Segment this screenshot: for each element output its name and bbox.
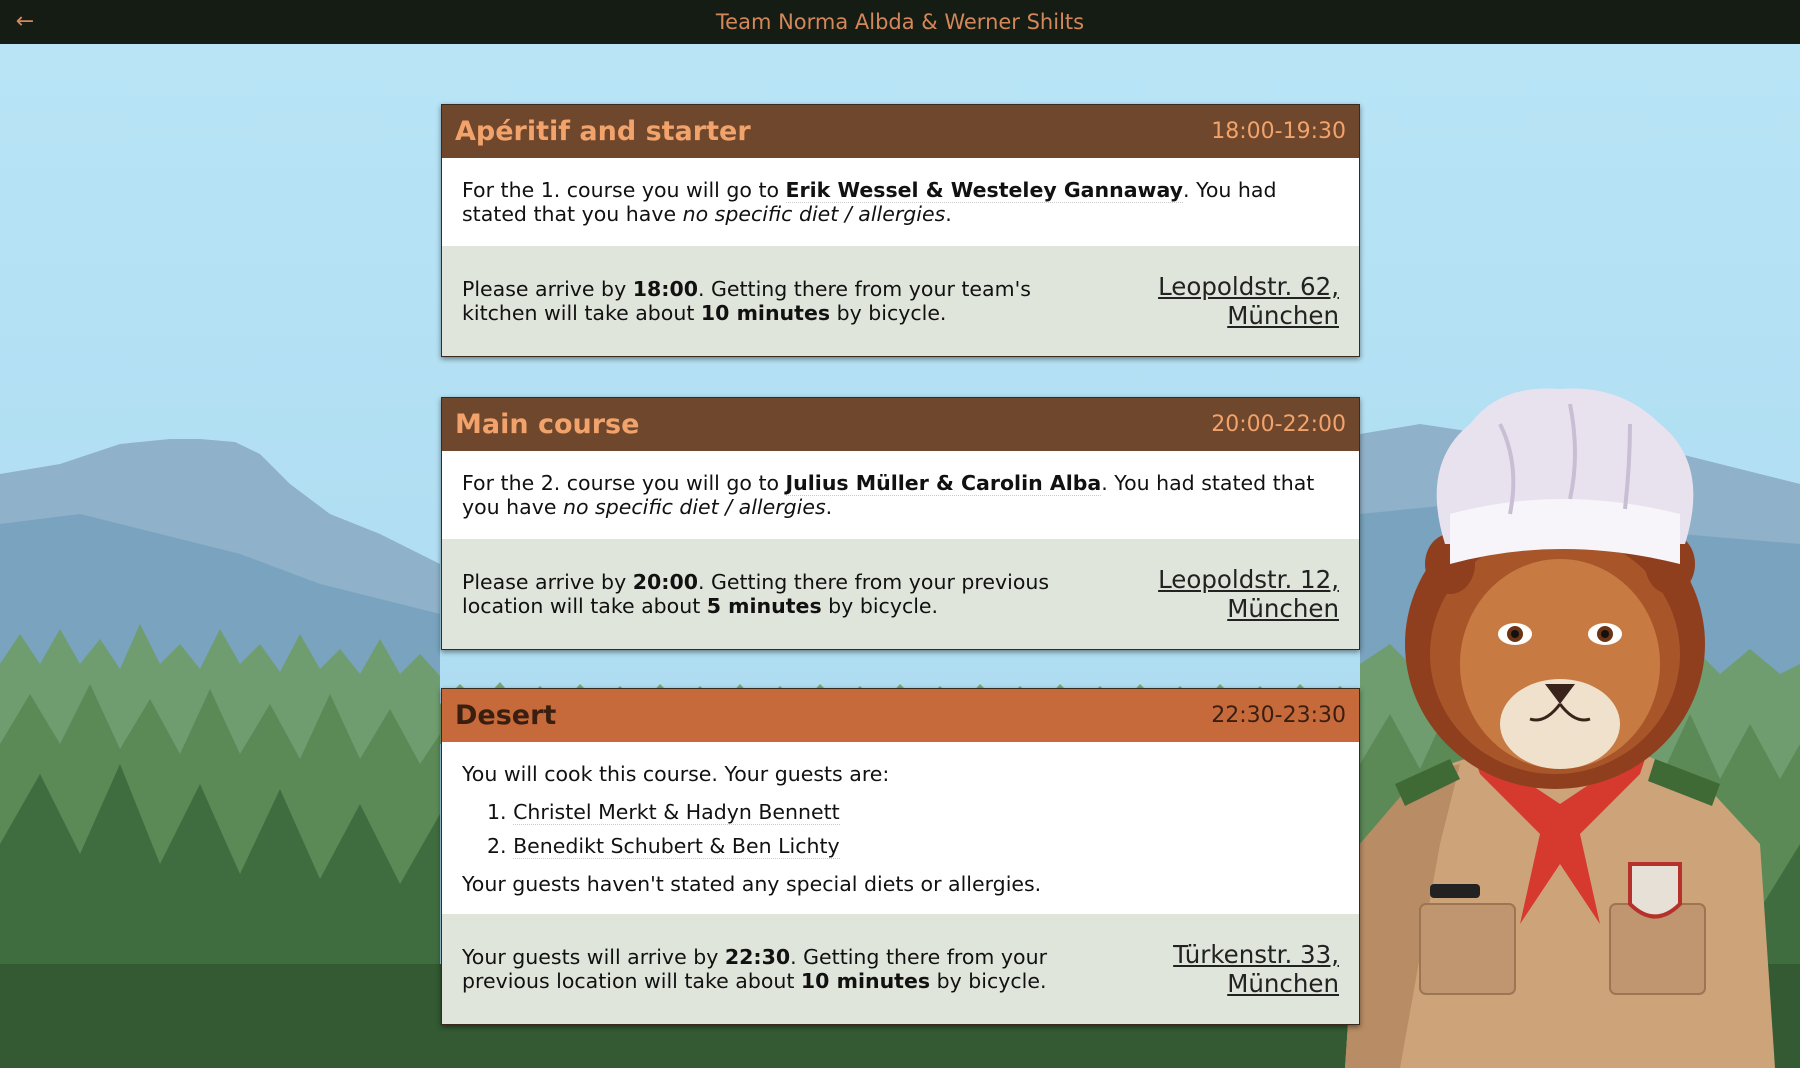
- course-title: Main course: [455, 409, 640, 440]
- intro-text: . You had stated that you have: [462, 178, 1277, 226]
- course-header: [442, 398, 1359, 451]
- arrive-time: 22:30: [724, 945, 791, 969]
- intro-text: .: [945, 202, 952, 226]
- address-link[interactable]: [1173, 940, 1339, 998]
- course-travel-info: [442, 914, 1359, 1024]
- intro-text: . You had stated that you have: [462, 471, 1315, 519]
- course-header: [442, 105, 1359, 158]
- course-time: 22:30-23:30: [1211, 703, 1346, 728]
- course-time: 18:00-19:30: [1211, 119, 1346, 144]
- arrive-text: . Getting there from your team's kitchen will take about: [462, 277, 1031, 325]
- guest-diet-note: Your guests haven't stated any special diets or allergies.: [462, 872, 1042, 896]
- address-link[interactable]: [1158, 565, 1339, 623]
- top-bar: [0, 0, 1800, 44]
- address-city[interactable]: München: [1227, 969, 1339, 998]
- host-team-name: Julius Müller & Carolin Alba: [785, 471, 1102, 495]
- course-travel-info: [442, 246, 1359, 356]
- arrive-text: by bicycle.: [930, 969, 1047, 993]
- guest-item: [487, 834, 1339, 858]
- course-title: Apéritif and starter: [455, 116, 751, 147]
- intro-text: For the 1. course you will go to: [462, 178, 786, 202]
- address-street[interactable]: Leopoldstr. 12,: [1158, 565, 1339, 594]
- course-card-starter: [441, 104, 1360, 357]
- travel-duration: 10 minutes: [700, 301, 831, 325]
- arrive-text: Your guests will arrive by: [462, 945, 725, 969]
- course-card-dessert: [441, 688, 1360, 1025]
- arrive-text: Please arrive by: [462, 277, 633, 301]
- course-card-main: [441, 397, 1360, 650]
- course-time: 20:00-22:00: [1211, 412, 1346, 437]
- travel-duration: 10 minutes: [800, 969, 931, 993]
- address-link[interactable]: [1158, 272, 1339, 330]
- arrive-time: 20:00: [632, 570, 698, 594]
- intro-text: For the 2. course you will go to: [462, 471, 786, 495]
- course-description: [442, 742, 1359, 914]
- travel-text: [462, 277, 1062, 325]
- page-title: Team Norma Albda & Werner Shilts: [715, 10, 1085, 34]
- course-header: [442, 689, 1359, 742]
- intro-text: .: [825, 495, 833, 519]
- host-team-name: Erik Wessel & Westeley Gannaway: [785, 178, 1184, 202]
- course-description: [442, 158, 1359, 246]
- arrive-time: 18:00: [632, 277, 698, 301]
- address-street[interactable]: Leopoldstr. 62,: [1158, 272, 1339, 301]
- travel-duration: 5 minutes: [706, 594, 822, 618]
- guest-number: 1.: [487, 800, 507, 824]
- course-description: [442, 451, 1359, 539]
- address-street[interactable]: Türkenstr. 33,: [1173, 940, 1339, 969]
- cook-intro: You will cook this course. Your guests are:: [462, 762, 890, 786]
- guest-number: 2.: [487, 834, 507, 858]
- diet-text: no specific diet / allergies: [682, 202, 946, 226]
- guest-team-name: Christel Merkt & Hadyn Bennett: [513, 800, 840, 824]
- travel-text: [462, 570, 1062, 618]
- arrive-text: . Getting there from your previous location will take about: [462, 945, 1048, 993]
- diet-text: no specific diet / allergies: [563, 495, 826, 519]
- address-city[interactable]: München: [1227, 301, 1339, 330]
- address-city[interactable]: München: [1227, 594, 1339, 623]
- guest-item: [487, 800, 1339, 824]
- course-title: Desert: [455, 700, 557, 731]
- arrive-text: by bicycle.: [830, 301, 947, 325]
- course-travel-info: [442, 539, 1359, 649]
- back-arrow-icon[interactable]: ←: [15, 9, 35, 34]
- travel-text: [462, 945, 1062, 993]
- arrive-text: Please arrive by: [462, 570, 633, 594]
- guest-team-name: Benedikt Schubert & Ben Lichty: [513, 834, 840, 858]
- arrive-text: by bicycle.: [821, 594, 939, 618]
- arrive-text: . Getting there from your previous location will take about: [462, 570, 1050, 618]
- guest-list: [487, 800, 1339, 858]
